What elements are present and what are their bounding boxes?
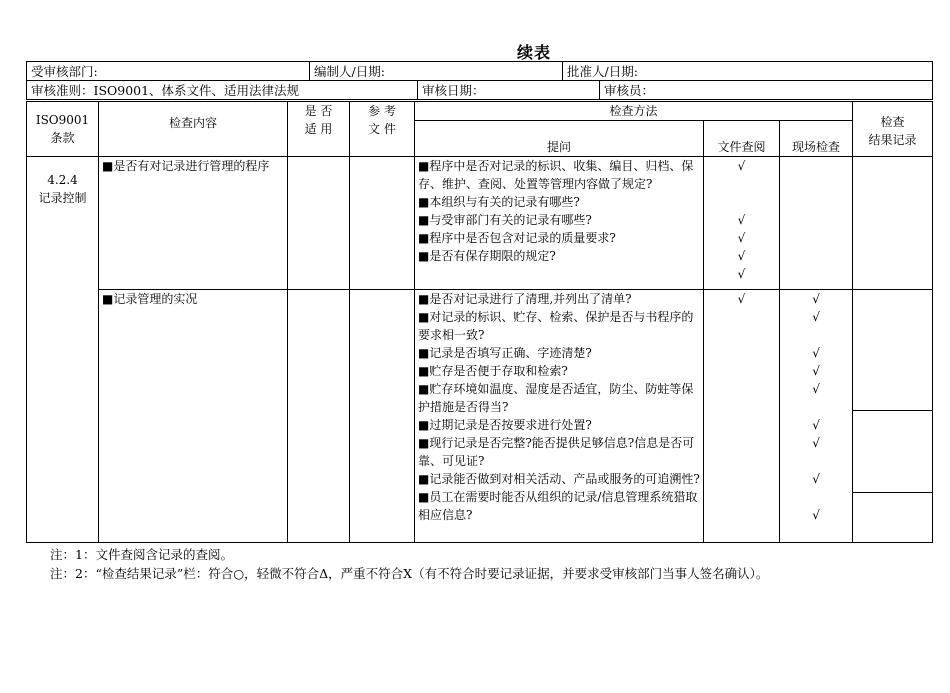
- site-check-cell: [780, 157, 853, 290]
- auditor-field: 审核员：: [600, 81, 933, 100]
- section-content: ■记录管理的实况: [99, 290, 288, 543]
- check-mark: √: [812, 418, 820, 432]
- col-doc-review-header: 文件查阅: [704, 121, 780, 157]
- doc-review-cell: [704, 290, 780, 543]
- applicable-cell: [288, 157, 350, 290]
- site-check-cell: [780, 290, 853, 543]
- check-mark: √: [812, 310, 820, 324]
- question-item: ■贮存是否便于存取和检索?: [418, 364, 568, 378]
- question-item: ■程序中是否对记录的标识、收集、编目、归档、保存、维护、查阅、处置等管理内容做了规定?: [418, 159, 694, 191]
- question-item: ■贮存环境如温度、湿度是否适宜，防尘、防蛀等保护措施是否得当?: [418, 382, 694, 414]
- col-clause-header: ISO9001 条款: [27, 102, 99, 157]
- approved-by-field: 批准人/日期:: [563, 62, 933, 81]
- question-item: ■是否有保存期限的规定?: [418, 249, 556, 263]
- note-2: 注：2：“检查结果记录”栏：符合○，轻微不符合Δ，严重不符合Ⅹ（有不符合时要记录证据，并要求受审核部门当事人签名确认）。: [50, 566, 769, 581]
- questions-cell: [415, 290, 704, 543]
- audited-department-field: 受审核部门:: [27, 62, 310, 81]
- section-content: ■是否有对记录进行管理的程序: [99, 157, 288, 290]
- check-mark: √: [737, 249, 746, 263]
- result-cell: [853, 290, 933, 543]
- audit-criteria-field: 审核准则：ISO9001、体系文件、适用法律法规: [27, 81, 418, 100]
- applicable-cell: [288, 290, 350, 543]
- notes: [50, 545, 768, 583]
- col-site-check-header: 现场检查: [780, 121, 853, 157]
- check-mark: √: [812, 292, 820, 306]
- col-content-header: 检查内容: [99, 102, 288, 157]
- question-item: ■是否对记录进行了清理,并列出了清单?: [418, 292, 632, 306]
- checklist-table: [26, 101, 933, 543]
- check-mark: √: [812, 364, 820, 378]
- result-cell: [853, 157, 933, 290]
- question-item: ■本组织与有关的记录有哪些?: [418, 195, 580, 209]
- check-mark: √: [812, 382, 820, 396]
- check-mark: √: [812, 508, 820, 522]
- col-question-header: 提问: [415, 121, 704, 157]
- question-item: ■记录是否填写正确、字迹清楚?: [418, 346, 592, 360]
- col-method-header: 检查方法: [415, 102, 853, 121]
- question-item: ■员工在需要时能否从组织的记录/信息管理系统猎取相应信息?: [418, 490, 698, 522]
- question-item: ■程序中是否包含对记录的质量要求?: [418, 231, 616, 245]
- note-1: 注：1：文件查阅含记录的查阅。: [50, 547, 233, 562]
- prepared-by-field: 编制人/日期:: [310, 62, 563, 81]
- question-item: ■过期记录是否按要求进行处置?: [418, 418, 592, 432]
- check-mark: √: [812, 472, 820, 486]
- check-mark: √: [812, 346, 820, 360]
- check-mark: √: [737, 267, 746, 281]
- question-item: ■对记录的标识、贮存、检索、保护是否与书程序的要求相一致?: [418, 310, 694, 342]
- page-title: 续表: [516, 43, 551, 62]
- doc-review-cell: [704, 157, 780, 290]
- check-mark: √: [737, 292, 746, 306]
- check-mark: √: [737, 159, 746, 173]
- clause-cell: 4.2.4 记录控制: [27, 157, 99, 543]
- check-mark: √: [812, 436, 820, 450]
- col-result-header: 检查 结果记录: [853, 102, 933, 157]
- question-item: ■现行记录是否完整?能否提供足够信息?信息是否可靠、可见证?: [418, 436, 695, 468]
- reference-cell: [350, 157, 415, 290]
- col-applicable-header: 是 否 适 用: [288, 102, 350, 157]
- questions-cell: [415, 157, 704, 290]
- question-item: ■记录能否做到对相关活动、产品或服务的可追溯性?: [418, 472, 700, 486]
- check-mark: √: [737, 231, 746, 245]
- question-item: ■与受审部门有关的记录有哪些?: [418, 213, 592, 227]
- audit-date-field: 审核日期：: [418, 81, 600, 100]
- col-reference-header: 参 考 文 件: [350, 102, 415, 157]
- check-mark: √: [737, 213, 746, 227]
- reference-cell: [350, 290, 415, 543]
- audit-header-table: [26, 61, 933, 100]
